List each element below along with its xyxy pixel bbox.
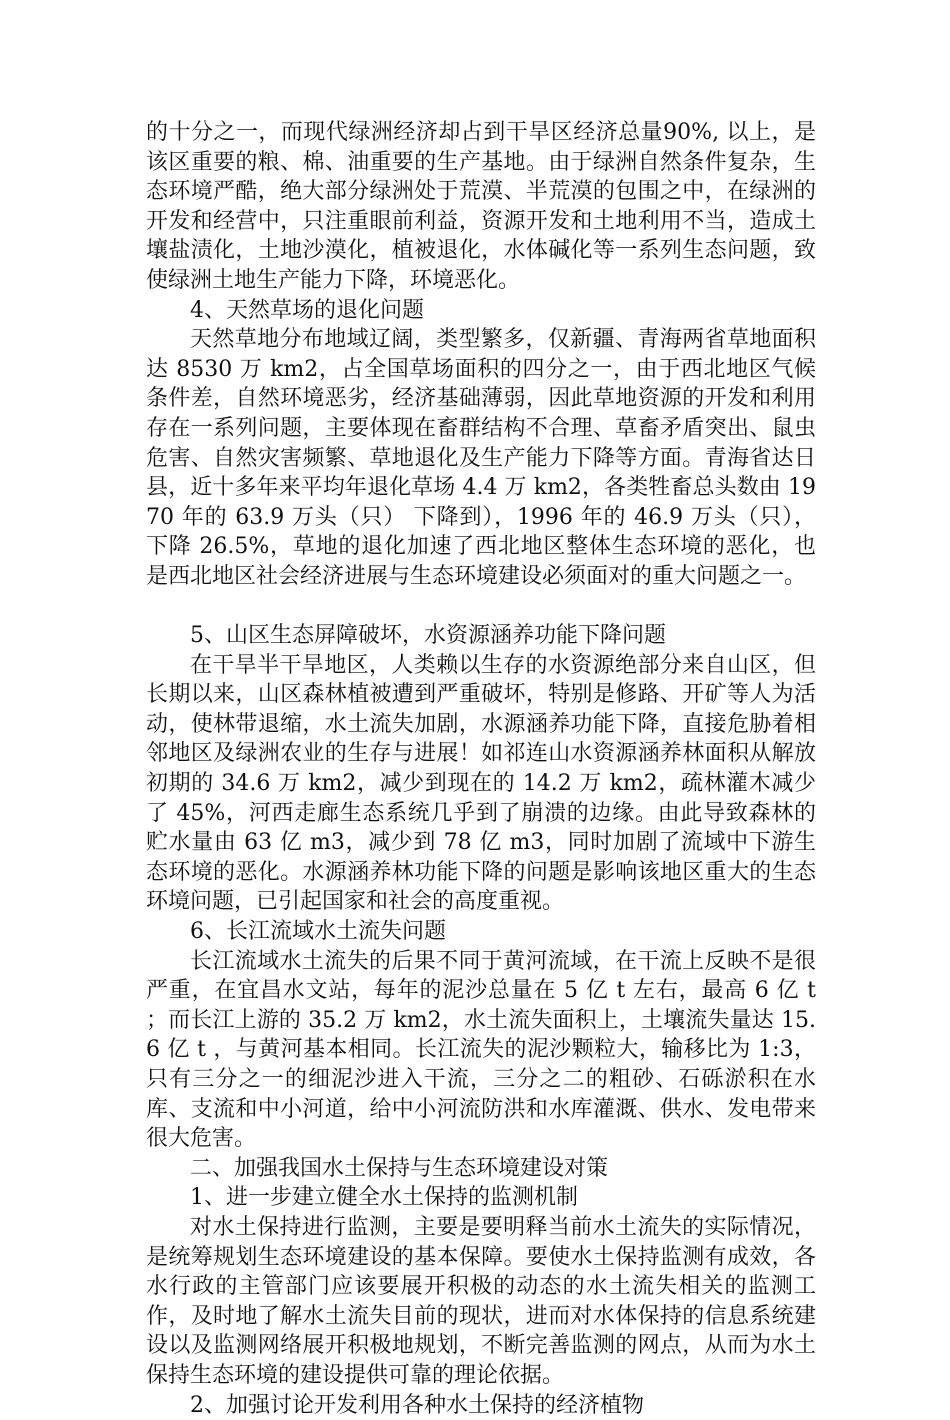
- section-heading-monitoring: 1、进一步建立健全水土保持的监测机制: [190, 1185, 578, 1211]
- section-heading-yangtze-erosion: 6、长江流域水土流失问题: [190, 919, 446, 945]
- paragraph-yangtze: 长江流域水土流失的后果不同于黄河流域，在干流上反映不是很严重，在宜昌水文站，每年的泥沙总量在 5 亿 t 左右，最高 6 亿 t ；而长江上游的 35.2 万 km2，水土流失面积上，土壤流失量达 15.6 亿 t ，与黄河基本相同。长江流失的泥沙颗粒大，输移比为 1:3，只有三分之一的细泥沙进入干流，三分之二的粗砂、石砾淤积在水库、支流和中小河道，给中小河流防洪和水库灌溉、供水、发电带来很大危害。: [146, 948, 816, 1152]
- section-heading-economic-plants: 2、加强讨论开发利用各种水土保持的经济植物: [190, 1392, 644, 1418]
- paragraph-spacer: [146, 592, 816, 622]
- paragraph-oasis-economy: 的十分之一，而现代绿洲经济却占到干旱区经济总量90%, 以上，是该区重要的粮、棉、油重要的生产基地。由于绿洲自然条件复杂，生态环境严酷，绝大部分绿洲处于荒漠、半荒漠的包围之中，在绿洲的开发和经营中，只注重眼前利益，资源开发和土地利用不当，造成土壤盐渍化，土地沙漠化，植被退化，水体碱化等一系列生态问题，致使绿洲土地生产能力下降，环境恶化。: [146, 120, 816, 293]
- document-body: [146, 118, 816, 1420]
- paragraph-grassland: 天然草地分布地域辽阔，类型繁多，仅新疆、青海两省草地面积达 8530 万 km2，占全国草场面积的四分之一，由于西北地区气候条件差，自然环境恶劣，经济基础薄弱，因此草地资源的开发和利用存在一系列问题，主要体现在畜群结构不合理、草畜矛盾突出、鼠虫危害、自然灾害频繁、草地退化及生产能力下降等方面。青海省达日县，近十多年来平均年退化草场 4.4 万 km2，各类牲畜总头数由 1970 年的 63.9 万头（只） 下降到），1996 年的 46.9 万头（只），下降 26.5%，草地的退化加速了西北地区整体生态环境的恶化，也是西北地区社会经济进展与生态环境建设必须面对的重大问题之一。: [146, 327, 816, 589]
- section-heading-mountain-ecology: 5、山区生态屏障破坏，水资源涵养功能下降问题: [190, 623, 666, 649]
- section-heading-grassland-degradation: 4、天然草场的退化问题: [190, 297, 424, 323]
- paragraph-monitoring: 对水土保持进行监测，主要是要明释当前水土流失的实际情况，是统筹规划生态环境建设的基本保障。要使水土保持监测有成效，各水行政的主管部门应该要展开积极的动态的水土流失相关的监测工作，及时地了解水土流失目前的现状，进而对水体保持的信息系统建设以及监测网络展开积极地规划，不断完善监测的网点，从而为水土保持生态环境的建设提供可靠的理论依据。: [146, 1214, 816, 1388]
- section-heading-countermeasures: 二、加强我国水土保持与生态环境建设对策: [190, 1155, 609, 1181]
- paragraph-mountain-water: 在干旱半干旱地区，人类赖以生存的水资源绝部分来自山区，但长期以来，山区森林植被遭到严重破坏，特别是修路、开矿等人为活动，使林带退缩，水土流失加剧，水源涵养功能下降，直接危胁着相邻地区及绿洲农业的生存与进展！如祁连山水资源涵养林面积从解放初期的 34.6 万 km2，减少到现在的 14.2 万 km2，疏林灌木减少了 45%，河西走廊生态系统几乎到了崩溃的边缘。由此导致森林的贮水量由 63 亿 m3，减少到 78 亿 m3，同时加剧了流域中下游生态环境的恶化。水源涵养林功能下降的问题是影响该地区重大的生态环境问题，已引起国家和社会的高度重视。: [146, 652, 816, 915]
